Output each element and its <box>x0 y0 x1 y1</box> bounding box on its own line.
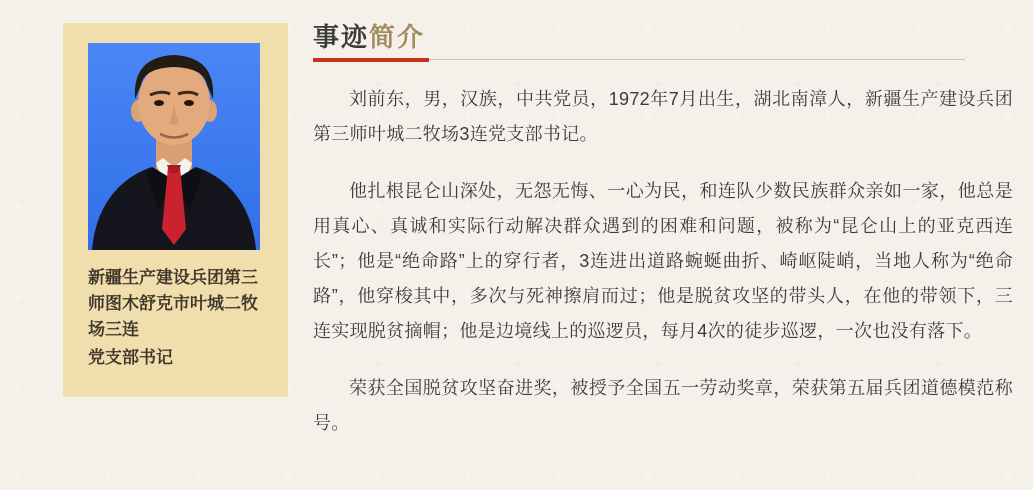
biography-paragraph: 荣获全国脱贫攻坚奋进奖，被授予全国五一劳动奖章，荣获第五届兵团道德模范称号。 <box>313 378 1013 433</box>
section-divider <box>313 58 965 62</box>
biography-article <box>313 82 1013 441</box>
portrait-photo-graphic <box>88 43 260 250</box>
section-title-accent: 简介 <box>369 22 426 52</box>
section-title-primary: 事迹 <box>313 22 370 52</box>
biography-paragraph: 刘前东，男，汉族，中共党员，1972年7月出生，湖北南漳人，新疆生产建设兵团第三师叶城二牧场3连党支部书记。 <box>313 89 1013 144</box>
biography-section <box>313 20 1013 441</box>
divider-accent-bar <box>313 58 429 62</box>
section-title <box>313 20 1013 54</box>
profile-org-text: 新疆生产建设兵团第三师图木舒克市叶城二牧场三连 <box>88 268 258 339</box>
biography-paragraph: 他扎根昆仑山深处，无怨无悔、一心为民，和连队少数民族群众亲如一家，他总是用真心、真诚和实际行动解决群众遇到的困难和问题，被称为“昆仑山上的亚克西连长”；他是“绝命路”上的穿行者，3连进出道路蜿蜒曲折、崎岖陡峭，当地人称为“绝命路”，他穿梭其中，多次与死神擦肩而过；他是脱贫攻坚的带头人，在他的带领下，三连实现脱贫摘帽；他是边境线上的巡逻员，每月4次的徒步巡逻，一次也没有落下。 <box>313 181 1013 341</box>
profile-card <box>63 23 288 397</box>
portrait-photo <box>88 43 260 250</box>
profile-role-text: 党支部书记 <box>88 348 173 367</box>
